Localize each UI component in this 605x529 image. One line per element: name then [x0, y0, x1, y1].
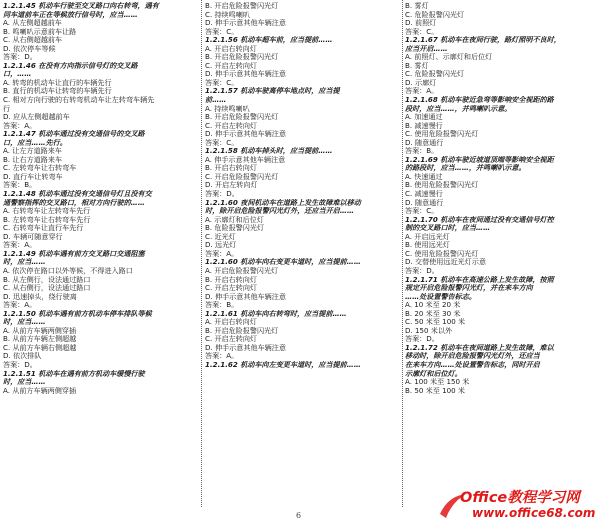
question-text: 口，…… — [3, 70, 32, 79]
text-line: A. 从左侧超越前车 — [3, 19, 62, 28]
text-line: B. 雾灯 — [405, 61, 429, 70]
text-line: 答案：A。 — [405, 87, 439, 96]
question-text: 1.2.1.49 机动车遇有前方交叉路口交通阻塞 — [3, 249, 145, 258]
text-line: D. 伸手示意其他车辆注意 — [205, 292, 286, 301]
text-line: 答案：C。 — [205, 78, 239, 87]
question-text: 应当开启…… — [405, 44, 448, 53]
text-line: D. 交替使用远近光灯示意 — [405, 258, 486, 267]
text-line: D. 随意通行 — [405, 198, 444, 207]
text-line: B. 减速慢行 — [405, 121, 443, 130]
text-line: B. 从左侧行，设法通过路口 — [3, 275, 91, 284]
text-line: A. 10 米至 20 米 — [405, 301, 461, 310]
text-line: D. 前照灯 — [405, 19, 437, 28]
watermark-url: www.office68.com — [472, 506, 596, 520]
text-line: D. 伸手示意其他车辆注意 — [205, 19, 286, 28]
question-text: 1.2.1.70 机动车在夜间通过没有交通信号灯控 — [405, 215, 554, 224]
question-text: 示廓灯和后位灯。 — [405, 369, 462, 378]
text-line: D. 伸手示意其他车辆注意 — [205, 70, 286, 79]
text-line: C. 开启左转向灯 — [205, 61, 258, 70]
question-text: 时，应当…… — [3, 258, 46, 267]
text-line: B. 20 米至 30 米 — [405, 309, 461, 318]
question-text: 1.2.1.60 机动车向右变更车道时，应当提前…… — [205, 258, 361, 267]
column-divider — [402, 0, 403, 507]
text-line: 答案：B。 — [405, 147, 439, 156]
text-line: 答案：C。 — [405, 27, 439, 36]
text-line: B. 让右方道路来车 — [3, 155, 63, 164]
text-line: C. 开启危险报警闪光灯 — [205, 172, 279, 181]
text-line: A. 持续鸣喇叭 — [205, 104, 250, 113]
question-text: 1.2.1.69 机动车驶近坡道顶端等影响安全视距 — [405, 155, 554, 164]
question-text: 1.2.1.72 机动车在夜间道路上发生故障，难以 — [405, 343, 554, 352]
question-text: 前…… — [205, 96, 227, 105]
question-text: 1.2.1.62 机动车向左变更车道时，应当提前…… — [205, 360, 361, 369]
question-text: 同车道前车正在等候放行信号时，应当…… — [3, 10, 138, 19]
text-line: D. 示廓灯 — [405, 78, 437, 87]
question-text: 制的交叉路口时，应当…… — [405, 224, 491, 233]
text-line: A. 开启右转向灯 — [205, 318, 257, 327]
column-middle — [205, 2, 401, 507]
text-line: A. 右转弯车让左转弯车先行 — [3, 207, 91, 216]
question-text: 口，应当……先行。 — [3, 138, 67, 147]
text-line: 答案：A。 — [3, 241, 37, 250]
question-text: 1.2.1.71 机动车在高速公路上发生故障，按照 — [405, 275, 554, 284]
text-line: C. 右转弯车让直行车先行 — [3, 224, 84, 233]
text-line: D. 随意通行 — [405, 138, 444, 147]
text-line: B. 从前方车辆左侧超越 — [3, 335, 77, 344]
question-text: 1.2.1.56 机动车超车前，应当提前…… — [205, 36, 333, 45]
text-line: C. 危险报警闪光灯 — [405, 10, 465, 19]
text-line: D. 依次排队 — [3, 352, 42, 361]
text-line: B. 开启危险报警闪光灯 — [205, 113, 279, 122]
question-text: 1.2.1.58 机动车掉头时，应当提前…… — [205, 147, 333, 156]
text-line: B. 使用远光灯 — [405, 241, 450, 250]
text-line: C. 开启左转向灯 — [205, 121, 258, 130]
question-text: 段时，应当……，并鸣喇叭示意。 — [405, 104, 512, 113]
page-number: 6 — [296, 511, 302, 520]
text-line: 答案：C。 — [205, 138, 239, 147]
text-line: B. 鸣喇叭示意前车让路 — [3, 27, 77, 36]
text-line: A. 开启远光灯 — [405, 232, 450, 241]
question-text: 1.2.1.50 机动车遇有前方机动车停车排队等候 — [3, 309, 152, 318]
question-text: 1.2.1.67 机动车在夜间行驶，路灯照明不良时， — [405, 36, 561, 45]
question-text: 规定开启危险报警闪光灯，并在来车方向 — [405, 284, 533, 293]
text-line: B. 危险报警闪光灯 — [205, 224, 265, 233]
text-line: C. 近光灯 — [205, 232, 236, 241]
text-line: 答案：C。 — [205, 27, 239, 36]
text-line: A. 加速通过 — [405, 113, 443, 122]
text-line: A. 让左方道路来车 — [3, 147, 62, 156]
text-line: B. 开启危险报警闪光灯 — [205, 2, 279, 10]
text-line: 答案：D。 — [405, 266, 439, 275]
text-line: 行 — [3, 104, 11, 113]
question-text: 1.2.1.68 机动车驶近急弯等影响安全视距的路 — [405, 96, 554, 105]
text-line: D. 伸手示意其他车辆注意 — [205, 343, 286, 352]
text-line: D. 依次停车等候 — [3, 44, 56, 53]
question-text: 1.2.1.61 机动车向右转弯时，应当提前…… — [205, 309, 347, 318]
swoosh-icon — [438, 492, 468, 520]
text-line: C. 从右侧行，设法通过路口 — [3, 284, 91, 293]
question-text: 1.2.1.45 机动车行驶至交叉路口向右转弯，遇有 — [3, 2, 159, 10]
text-line: C. 从右侧超越前车 — [3, 36, 63, 45]
question-text: 1.2.1.57 机动车驶离停车地点时，应当提 — [205, 87, 340, 96]
text-line: A. 开启危险报警闪光灯 — [205, 266, 279, 275]
text-line: A. 伸手示意其他车辆注意 — [205, 155, 286, 164]
text-line: 答案：A。 — [205, 352, 239, 361]
text-line: C. 危险报警闪光灯 — [405, 70, 465, 79]
question-text: ……处设置警告标志。 — [405, 292, 476, 301]
question-text: 时，应当…… — [3, 318, 46, 327]
text-line: D. 伸手示意其他车辆注意 — [205, 130, 286, 139]
question-text: 1.2.1.46 在没有方向指示信号灯的交叉路 — [3, 61, 138, 70]
text-line: A. 从前方车辆两侧穿插 — [3, 326, 77, 335]
question-text: 时，应当…… — [3, 378, 46, 387]
column-divider — [201, 0, 202, 507]
text-line: B. 开启右转向灯 — [205, 275, 257, 284]
text-line: D. 150 米以外 — [405, 326, 453, 335]
text-line: B. 左转弯车让右转弯车先行 — [3, 215, 91, 224]
text-line: D. 远光灯 — [205, 241, 237, 250]
watermark-brand: Office教程学习网 — [460, 490, 580, 506]
text-line: 答案：D。 — [405, 335, 439, 344]
text-line: D. 开启左转向灯 — [205, 181, 258, 190]
text-line: 答案：B。 — [3, 181, 37, 190]
question-text: 时，除开启危险报警闪光灯外，还应当开启…… — [205, 207, 354, 216]
text-line: B. 雾灯 — [405, 2, 429, 10]
text-line: A. 100 米至 150 米 — [405, 378, 470, 387]
text-line: B. 使用危险报警闪光灯 — [405, 181, 479, 190]
text-line: A. 开启右转向灯 — [205, 44, 257, 53]
text-line: D. 直行车让转弯车 — [3, 172, 63, 181]
text-line: B. 开启危险报警闪光灯 — [205, 326, 279, 335]
column-left — [3, 2, 199, 507]
text-line: C. 开启左转向灯 — [205, 335, 258, 344]
column-right — [405, 2, 601, 507]
text-line: A. 示廓灯和后位灯 — [205, 215, 264, 224]
question-text: 1.2.1.51 机动车在遇有前方机动车缓慢行驶 — [3, 369, 145, 378]
text-line: C. 持续鸣喇叭 — [205, 10, 250, 19]
text-line: A. 前照灯、示廓灯和后位灯 — [405, 53, 493, 62]
text-line: 答案：A。 — [3, 301, 37, 310]
text-line: 答案：B。 — [205, 301, 239, 310]
text-line: C. 从前方车辆右侧超越 — [3, 343, 77, 352]
text-line: D. 应从左侧超越前车 — [3, 113, 70, 122]
text-line: B. 50 米至 100 米 — [405, 386, 465, 395]
text-line: C. 50 米至 100 米 — [405, 318, 466, 327]
question-text: 在来车方向……处设置警告标志，同时开启 — [405, 360, 540, 369]
text-line: 答案：C。 — [405, 207, 439, 216]
text-line: C. 减速慢行 — [405, 190, 443, 199]
text-line: 答案：D。 — [3, 53, 37, 62]
question-text: 1.2.1.60 夜间机动车在道路上发生故障难以移动 — [205, 198, 361, 207]
text-line: D. 车辆可随意穿行 — [3, 232, 63, 241]
text-line: 答案：A。 — [3, 121, 37, 130]
text-line: 答案：D。 — [205, 190, 239, 199]
text-line: B. 直行的机动车让转弯的车辆先行 — [3, 87, 112, 96]
text-line: B. 开启危险报警闪光灯 — [205, 53, 279, 62]
text-line: 答案：D。 — [3, 360, 37, 369]
text-line: C. 相对方向行驶的右转弯机动车让左转弯车辆先 — [3, 96, 155, 105]
text-line: C. 开启左转向灯 — [205, 284, 258, 293]
question-text: 移动时，除开启危险报警闪光灯外，还应当 — [405, 352, 540, 361]
text-line: B. 开启右转向灯 — [205, 164, 257, 173]
question-text: 的路段时，应当……，并鸣喇叭示意。 — [405, 164, 526, 173]
text-line: 答案：A。 — [205, 249, 239, 258]
watermark-logo — [438, 486, 603, 526]
text-line: A. 从前方车辆两侧穿插 — [3, 386, 77, 395]
question-text: 通警察指挥的交叉路口，相对方向行驶的…… — [3, 198, 145, 207]
text-line: C. 使用危险报警闪光灯 — [405, 130, 479, 139]
text-line: A. 快速通过 — [405, 172, 443, 181]
text-line: A. 转弯的机动车让直行的车辆先行 — [3, 78, 112, 87]
question-text: 1.2.1.48 机动车通过没有交通信号灯且没有交 — [3, 190, 152, 199]
text-line: C. 使用危险报警闪光灯 — [405, 249, 479, 258]
text-line: A. 依次停在路口以外等候，不得进入路口 — [3, 266, 133, 275]
text-line: C. 左转弯车让右转弯车 — [3, 164, 77, 173]
text-line: D. 迅速掉头，绕行驶离 — [3, 292, 77, 301]
question-text: 1.2.1.47 机动车通过没有交通信号的交叉路 — [3, 130, 145, 139]
